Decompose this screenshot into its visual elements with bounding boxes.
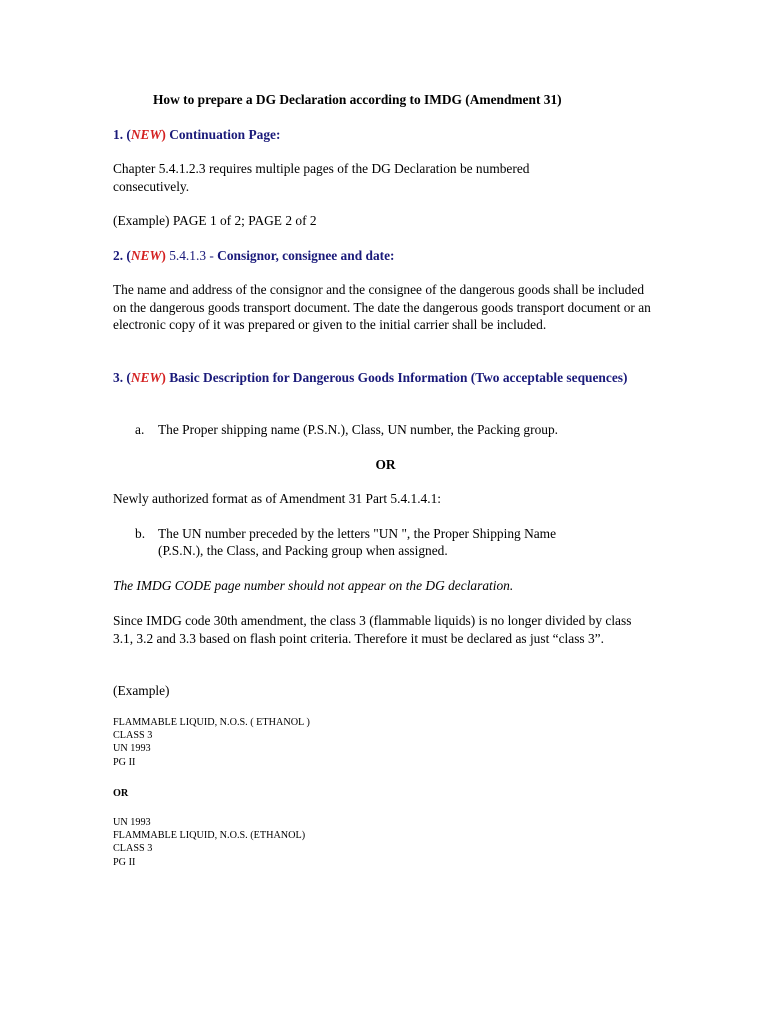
document-title: How to prepare a DG Declaration according to IMDG (Amendment 31): [153, 92, 562, 107]
section-1-heading: [113, 126, 280, 144]
section-2-title: Consignor, consignee and date:: [217, 248, 395, 263]
example-2-line-2: FLAMMABLE LIQUID, N.O.S. (ETHANOL): [113, 830, 306, 842]
section-3-new-label: NEW: [130, 370, 162, 385]
example-1-line-2: CLASS 3: [113, 730, 153, 742]
example-1-line-3: UN 1993: [113, 743, 151, 755]
list-item-a-marker: a.: [135, 422, 145, 437]
example-2-block: [113, 816, 305, 869]
section-3-title: Basic Description for Dangerous Goods Information (Two acceptable sequences): [165, 370, 628, 385]
newly-authorized-text: Newly authorized format as of Amendment 31 Part 5.4.1.4.1:: [113, 491, 441, 506]
section-2-new-label: NEW: [130, 248, 162, 263]
list-item-a: [135, 421, 558, 439]
or-separator: OR: [375, 457, 396, 472]
example-1-block: [113, 716, 310, 769]
list-item-b: [135, 525, 556, 543]
example-1-line-1: FLAMMABLE LIQUID, N.O.S. ( ETHANOL ): [113, 717, 310, 728]
list-item-b-text-line-2: (P.S.N.), the Class, and Packing group when assigned.: [158, 543, 448, 558]
section-3-heading: [113, 369, 633, 387]
section-1-number: 1. (: [113, 127, 131, 142]
example-2-line-3: CLASS 3: [113, 843, 153, 855]
section-3-close-paren: ): [161, 370, 166, 385]
example-1-line-4: PG II: [113, 756, 136, 768]
section-1-close-paren: ): [161, 127, 166, 142]
section-2-close-paren: ): [161, 248, 166, 263]
italic-note: The IMDG CODE page number should not appear on the DG declaration.: [113, 578, 514, 593]
list-item-b-text-line-1: The UN number preceded by the letters "UN ", the Proper Shipping Name: [158, 526, 557, 541]
example-2-line-4: PG II: [113, 856, 136, 868]
section-2-heading: [113, 247, 395, 265]
example-label: (Example): [113, 683, 170, 698]
example-2-line-1: UN 1993: [113, 817, 151, 828]
section-1-new-label: NEW: [130, 127, 162, 142]
section-2-reference: 5.4.1.3 -: [165, 248, 218, 263]
section-1-example: (Example) PAGE 1 of 2; PAGE 2 of 2: [113, 213, 317, 228]
list-item-b-marker: b.: [135, 526, 146, 541]
section-3-number: 3. (: [113, 370, 131, 385]
section-2-number: 2. (: [113, 248, 131, 263]
section-1-title: Continuation Page:: [165, 127, 281, 142]
class-3-text: Since IMDG code 30th amendment, the class 3 (flammable liquids) is no longer divided by class 3.1, 3.2 and 3.3 based on flash point criteria. Therefore it must be declared as just “class 3”.: [113, 613, 632, 646]
list-item-a-text: The Proper shipping name (P.S.N.), Class, UN number, the Packing group.: [158, 422, 559, 437]
section-1-text: Chapter 5.4.1.2.3 requires multiple pages of the DG Declaration be numbered consecutively.: [113, 161, 530, 194]
example-or-separator: OR: [113, 788, 129, 799]
section-2-text: The name and address of the consignor and the consignee of the dangerous goods shall be included on the dangerous goods transport document. The date the dangerous goods transport document or an electronic copy of it was prepared or given to the initial carrier shall be included.: [113, 282, 651, 332]
